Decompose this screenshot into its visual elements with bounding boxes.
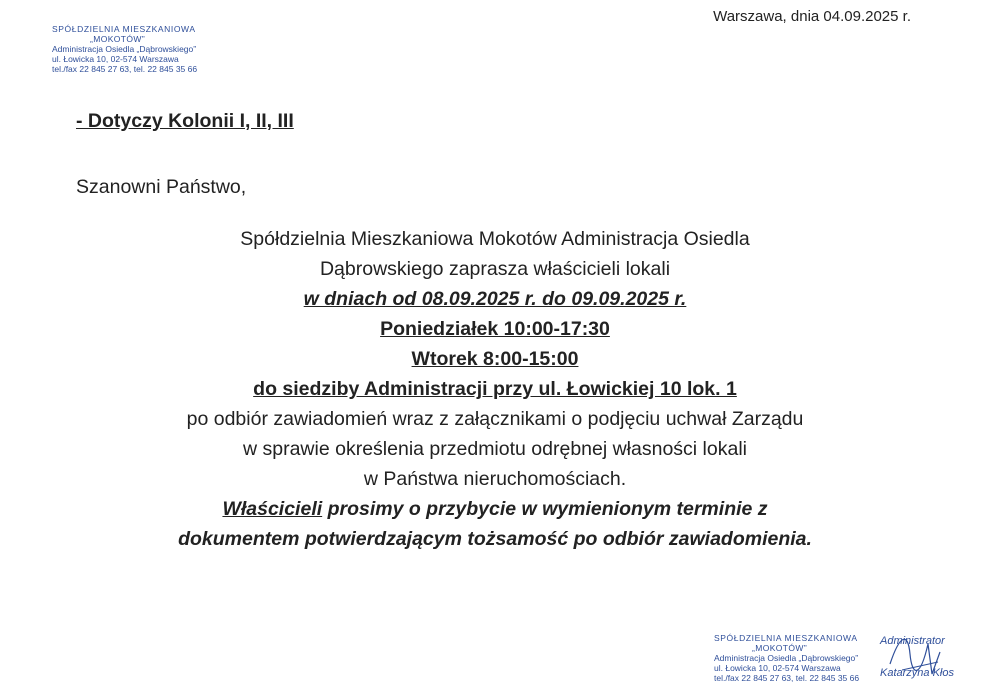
closing-line <box>0 494 990 524</box>
letter-body <box>0 224 990 554</box>
footer-stamp <box>714 633 889 683</box>
closing-line: dokumentem potwierdzającym tożsamość po odbiór zawiadomienia. <box>178 528 812 550</box>
closing-text: prosimy o przybycie w wymienionym terminie z <box>322 498 768 520</box>
location-line: do siedziby Administracji przy ul. Łowickiej 10 lok. 1 <box>253 378 737 400</box>
purpose-line: w sprawie określenia przedmiotu odrębnej własności lokali <box>243 438 747 460</box>
stamp-line: „MOKOTÓW” <box>90 34 146 44</box>
stamp-line: Administracja Osiedla „Dąbrowskiego” <box>52 44 197 54</box>
stamp-line: ul. Łowicka 10, 02-574 Warszawa <box>52 54 179 64</box>
stamp-line: SPÓŁDZIELNIA MIESZKANIOWA <box>714 633 858 643</box>
letter-greeting: Szanowni Państwo, <box>76 176 247 198</box>
monday-hours: Poniedziałek 10:00-17:30 <box>380 318 610 340</box>
letter-subject: - Dotyczy Kolonii I, II, III <box>76 110 294 132</box>
intro-line: Dąbrowskiego zaprasza właścicieli lokali <box>319 258 671 280</box>
signature-title: Administrator <box>880 635 945 647</box>
stamp-line: „MOKOTÓW” <box>752 643 808 653</box>
stamp-line: tel./fax 22 845 27 63, tel. 22 845 35 66 <box>714 673 860 683</box>
stamp-line: Administracja Osiedla „Dąbrowskiego” <box>714 653 859 663</box>
closing-owners: Właścicieli <box>222 498 323 520</box>
letter-date: Warszawa, dnia 04.09.2025 r. <box>713 8 911 25</box>
stamp-line: tel./fax 22 845 27 63, tel. 22 845 35 66 <box>52 64 198 74</box>
stamp-line: SPÓŁDZIELNIA MIESZKANIOWA <box>52 24 196 34</box>
purpose-line: po odbiór zawiadomień wraz z załącznikami o podjęciu uchwał Zarządu <box>186 408 804 430</box>
purpose-line: w Państwa nieruchomościach. <box>363 468 627 490</box>
tuesday-hours: Wtorek 8:00-15:00 <box>411 348 579 370</box>
intro-line: Spółdzielnia Mieszkaniowa Mokotów Administracja Osiedla <box>240 228 750 250</box>
dates-line: w dniach od 08.09.2025 r. do 09.09.2025 r. <box>303 288 687 310</box>
stamp-line: ul. Łowicka 10, 02-574 Warszawa <box>714 663 841 673</box>
header-stamp <box>52 24 222 74</box>
signature-name: Katarzyna Kłos <box>880 667 954 679</box>
